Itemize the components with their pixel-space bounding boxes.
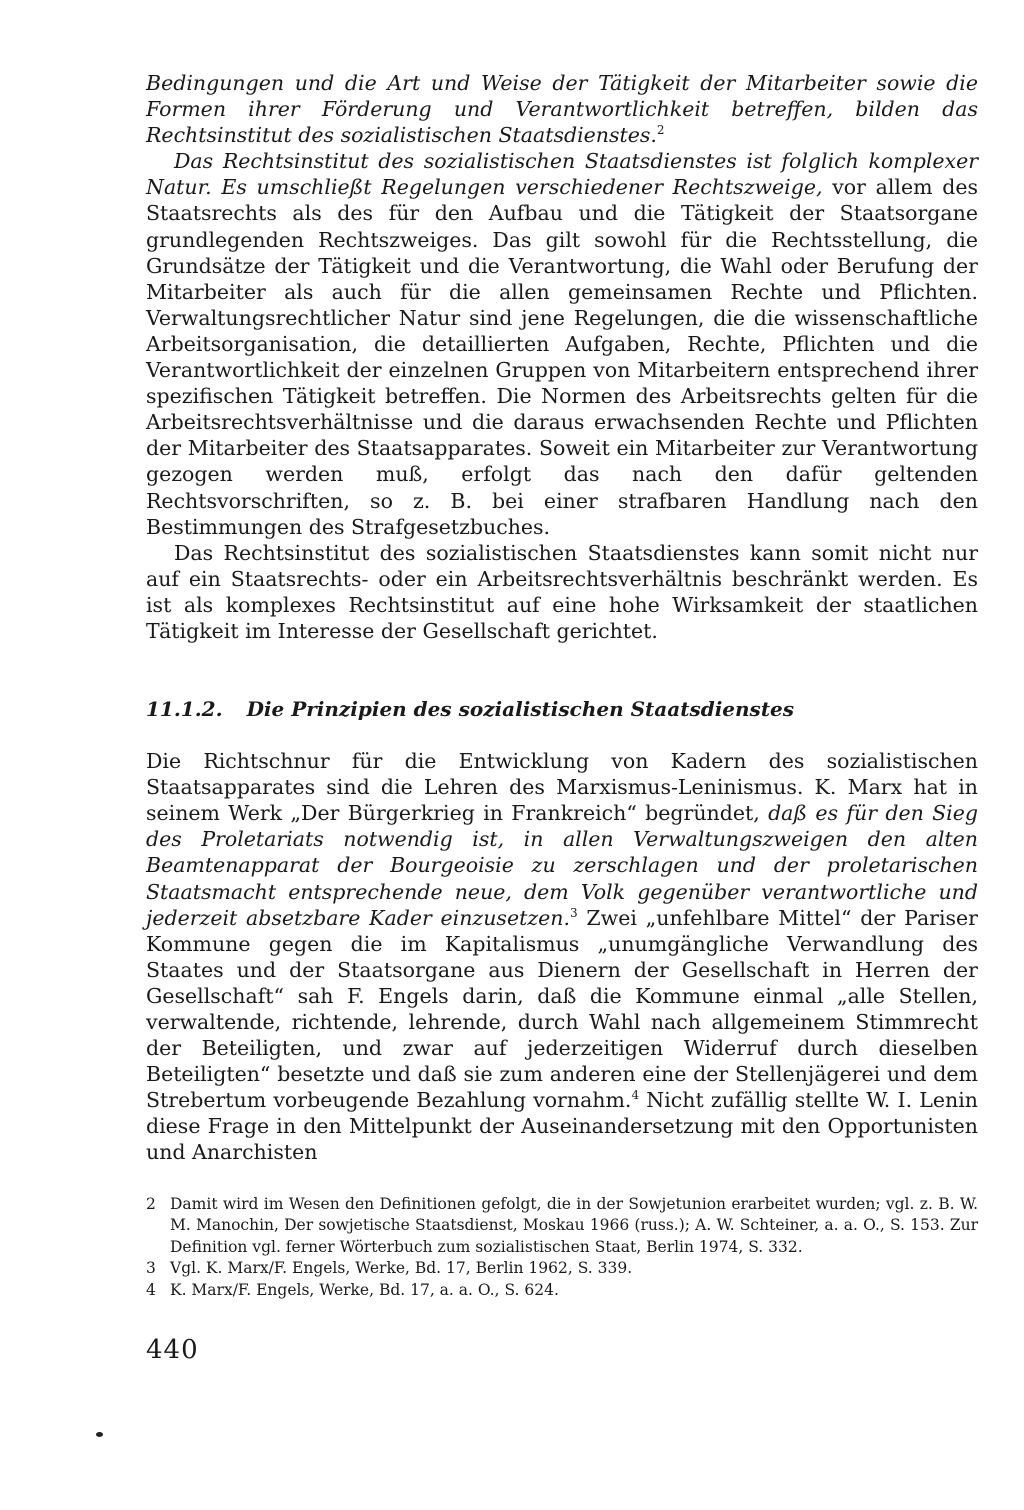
paragraph-4-text-d: Nicht zufällig stellte W. I. Lenin diese Frage in den Mittelpunkt der Auseinandersetzung mit den Opportunisten und Anarchisten <box>146 1088 978 1165</box>
footnote-text: K. Marx/F. Engels, Werke, Bd. 17, a. a. O., S. 624. <box>170 1280 559 1299</box>
section-title: Die Prinzipien des sozialistischen Staatsdienstes <box>246 697 795 722</box>
paragraph-4 <box>146 748 978 1166</box>
footnote-ref-4: 4 <box>631 1088 640 1103</box>
footnote <box>146 1258 978 1280</box>
paragraph-2-text: vor allem des Staatsrechts als des für den Aufbau und die Tätigkeit der Staatsorgane grundlegenden Rechtszweiges. Das gilt sowohl für die Rechtsstellung, die Grundsätze der Tätigkeit und die Verantwortung, die Wahl oder Berufung der Mitarbeiter als auch für die allen gemeinsamen Rechte und Pflichten. Verwaltungsrechtlicher Natur sind jene Regelungen, die die wissenschaftliche Arbeitsorganisation, die detaillierten Aufgaben, Rechte, Pflichten und die Verantwortlichkeit der einzelnen Gruppen von Mitarbeitern entsprechend ihrer spezifischen Tätigkeit betreffen. Die Normen des Arbeitsrechts gelten für die Arbeitsrechtsverhältnisse und die daraus erwachsenden Rechte und Pflichten der Mitarbeiter des Staatsapparates. Soweit ein Mitarbeiter zur Verantwortung gezogen werden muß, erfolgt das nach den dafür geltenden Rechtsvorschriften, so z. B. bei einer strafbaren Handlung nach den Bestimmungen des Strafgesetzbuches. <box>146 175 979 539</box>
footnote-number: 3 <box>146 1259 156 1278</box>
page-content <box>146 70 978 1365</box>
footnote <box>146 1194 978 1259</box>
scan-speck <box>96 1432 103 1437</box>
footnote-number: 2 <box>146 1194 156 1213</box>
paragraph-2-italic: Das Rechtsinstitut des sozialistischen Staatsdienstes ist folglich komplexer Natur. Es umschließt Regelungen verschiedener Rechtszweige, <box>146 149 978 200</box>
paragraph-2 <box>146 148 978 539</box>
footnote-text: Vgl. K. Marx/F. Engels, Werke, Bd. 17, Berlin 1962, S. 339. <box>170 1259 633 1278</box>
paragraph-4-text-a: Die Richtschnur für die Entwicklung von Kadern des sozialistischen Staatsapparates sind die Lehren des Marxismus-Leninismus. K. Marx hat in seinem Werk „Der Bürgerkrieg in Frankreich“ begründet, <box>146 749 978 826</box>
section-number: 11.1.2. <box>146 697 223 722</box>
paragraph-4-text-c: Zwei „unfehlbare Mittel“ der Pariser Kommune gegen die im Kapitalismus „unumgängliche Verwandlung des Staates und der Staatsorgane aus Dienern der Gesellschaft in Herren der Gesellschaft“ sah F. Engels darin, daß die Kommune einmal „alle Stellen, verwaltende, richtende, lehrende, durch Wahl nach allgemeinem Stimmrecht der Beteiligten, und zwar auf jederzeitigen Widerruf durch dieselben Beteiligten“ besetzte und daß sie zum anderen eine der Stellenjägerei und dem Strebertum vorbeugende Bezahlung vornahm. <box>146 905 978 1113</box>
footnote-number: 4 <box>146 1280 156 1299</box>
paragraph-1-italic: Bedingungen und die Art und Weise der Tätigkeit der Mitarbeiter sowie die Formen ihrer Förderung und Verantwortlichkeit betreffen, bilden das Rechtsinstitut des sozialistischen Staatsdienstes. <box>146 71 978 148</box>
paragraph-1 <box>146 70 978 148</box>
footnote <box>146 1280 978 1302</box>
footnotes <box>146 1194 978 1302</box>
footnote-text: Damit wird im Wesen den Definitionen gefolgt, die in der Sowjetunion erarbeitet wurden; vgl. z. B. W. M. Manochin, Der sowjetische Staatsdienst, Moskau 1966 (russ.); A. W. Schteiner, a. a. O., S. 153. Zur Definition vgl. ferner Wörterbuch zum sozialistischen Staat, Berlin 1974, S. 332. <box>170 1194 978 1256</box>
footnote-ref-3: 3 <box>569 905 578 920</box>
footnote-ref-2: 2 <box>656 123 665 138</box>
page-number: 440 <box>146 1335 199 1366</box>
paragraph-4-italic: daß es für den Sieg des Proletariats notwendig ist, in allen Verwaltungszweigen den alten Beamtenapparat der Bourgeoisie zu zerschlagen und der proletarischen Staatsmacht entsprechende neue, dem Volk gegenüber verantwortliche und jederzeit absetzbare Kader einzusetzen. <box>146 801 978 930</box>
paragraph-3: Das Rechtsinstitut des sozialistischen Staatsdienstes kann somit nicht nur auf ein Staatsrechts- oder ein Arbeitsrechtsverhältnis beschränkt werden. Es ist als komplexes Rechtsinstitut auf eine hohe Wirksamkeit der staatlichen Tätigkeit im Interesse der Gesellschaft gerichtet. <box>146 540 978 643</box>
section-heading <box>146 696 978 722</box>
